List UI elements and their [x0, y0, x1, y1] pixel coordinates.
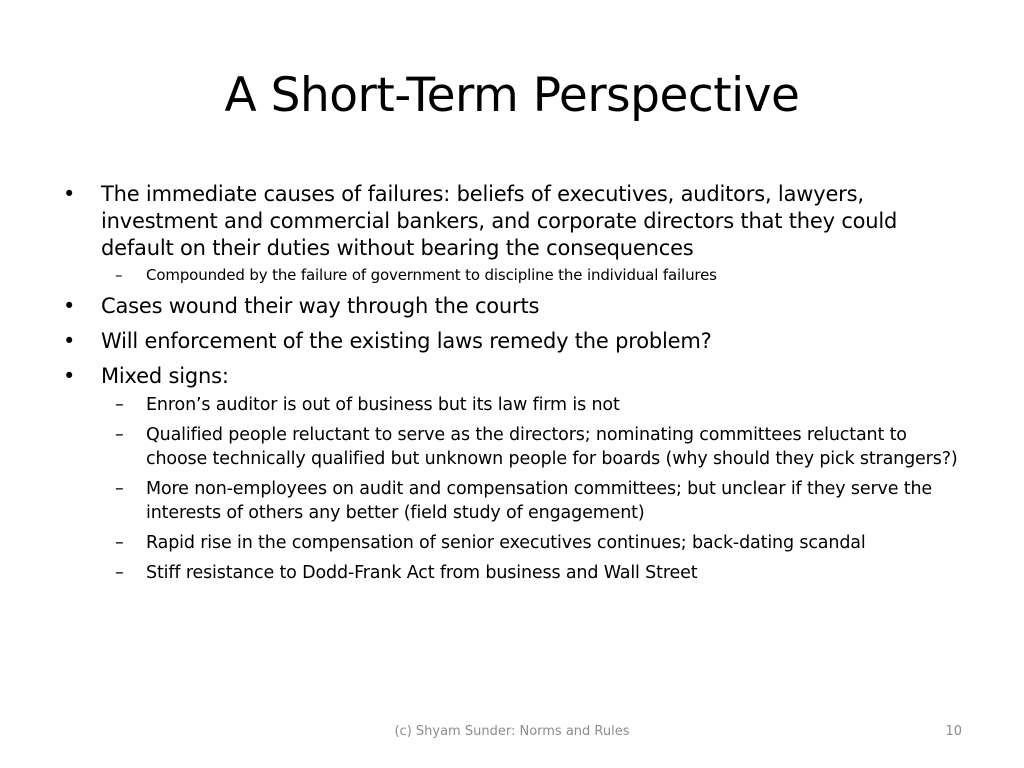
dash-marker: – [115, 266, 123, 284]
sub-bullet-item [60, 561, 970, 585]
sub-bullet-list [101, 393, 970, 585]
sub-bullet-text: Compounded by the failure of government to discipline the individual failures [146, 266, 717, 284]
bullet-item [60, 328, 970, 355]
bullet-marker: • [63, 182, 76, 206]
dash-marker: – [115, 425, 124, 445]
dash-marker: – [115, 479, 124, 499]
sub-bullet-item [60, 531, 970, 555]
dash-marker: – [115, 533, 124, 553]
sub-bullet-text: Stiff resistance to Dodd-Frank Act from business and Wall Street [146, 563, 698, 583]
dash-marker: – [115, 563, 124, 583]
bullet-text: The immediate causes of failures: beliefs of executives, auditors, lawyers, investment and commercial bankers, and corporate directors that they could default on their duties without bearing the consequences [101, 182, 898, 260]
bullet-marker: • [63, 364, 76, 388]
bullet-item [60, 293, 970, 320]
bullet-marker: • [63, 329, 76, 353]
bullet-text: Will enforcement of the existing laws remedy the problem? [101, 329, 712, 353]
sub-bullet-text: Rapid rise in the compensation of senior executives continues; back-dating scandal [146, 533, 866, 553]
bullet-text: Mixed signs: [101, 364, 229, 388]
sub-bullet-list [101, 265, 970, 285]
sub-bullet-text: Qualified people reluctant to serve as the directors; nominating committees reluctant to choose technically qualified but unknown people for boards (why should they pick strangers?) [146, 425, 958, 469]
bullet-text: Cases wound their way through the courts [101, 294, 540, 318]
slide-footer: (c) Shyam Sunder: Norms and Rules [394, 724, 630, 739]
sub-bullet-text: Enron’s auditor is out of business but its law firm is not [146, 395, 620, 415]
bullet-marker: • [63, 294, 76, 318]
sub-bullet-item [60, 265, 970, 285]
sub-bullet-item [60, 477, 970, 525]
sub-bullet-item [60, 393, 970, 417]
bullet-item [60, 363, 970, 585]
slide-title: A Short-Term Perspective [224, 68, 800, 123]
bullet-item [60, 181, 970, 285]
page-number: 10 [945, 724, 962, 739]
sub-bullet-text: More non-employees on audit and compensation committees; but unclear if they serve the interests of others any better (field study of engagement) [146, 479, 932, 523]
sub-bullet-item [60, 423, 970, 471]
bullet-list [60, 181, 970, 593]
dash-marker: – [115, 395, 124, 415]
